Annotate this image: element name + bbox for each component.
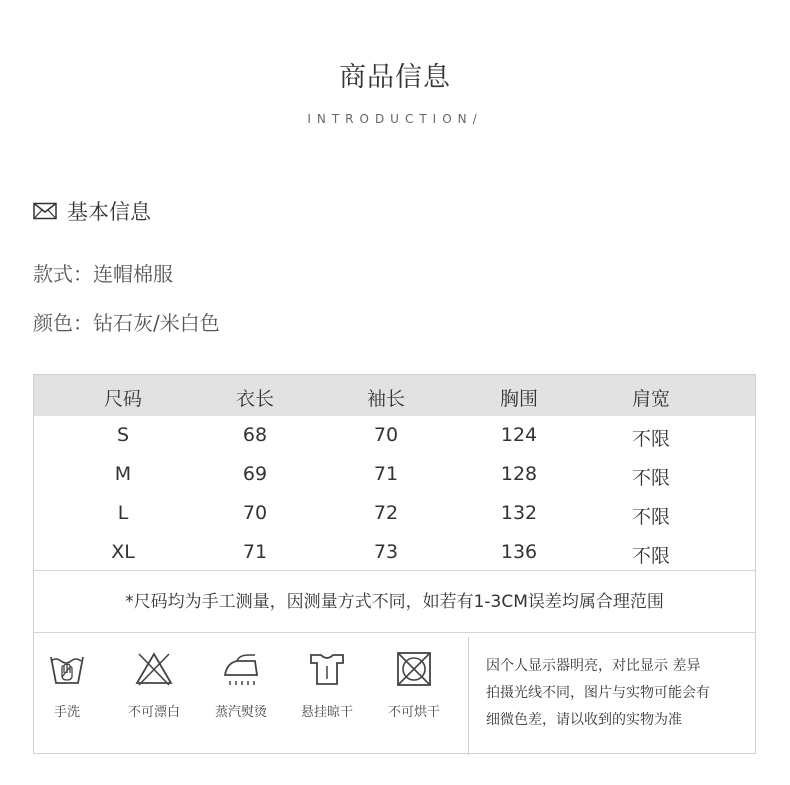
- size-table-header: [34, 375, 755, 416]
- table-cell: 69: [242, 463, 268, 485]
- basic-info-heading: [33, 196, 151, 226]
- care-no-tumble-dry: [374, 651, 454, 720]
- color-line: 颜色：钻石灰/米白色: [33, 311, 220, 335]
- table-cell: 73: [373, 541, 399, 563]
- column-header: 肩宽: [631, 388, 670, 410]
- table-cell: 124: [500, 424, 538, 446]
- steam-iron-icon: [219, 651, 263, 687]
- table-cell: M: [114, 463, 132, 485]
- table-cell: 不限: [631, 467, 670, 489]
- measurement-note: *尺码均为手工测量，因测量方式不同，如若有1-3CM误差均属合理范围: [125, 592, 664, 612]
- table-cell: 71: [242, 541, 268, 563]
- table-cell: 68: [242, 424, 268, 446]
- color-disclaimer: [486, 653, 748, 734]
- table-cell: XL: [111, 541, 135, 563]
- hang-dry-icon: [307, 651, 347, 687]
- table-cell: 70: [242, 502, 268, 524]
- style-line: 款式：连帽棉服: [33, 262, 173, 286]
- care-label: 不可烘干: [387, 705, 440, 720]
- size-table: [33, 374, 756, 754]
- disclaimer-line: 细微色差，请以收到的实物为准: [486, 712, 682, 728]
- care-hand-wash: [27, 651, 107, 720]
- table-cell: 71: [373, 463, 399, 485]
- divider: [34, 632, 755, 633]
- care-steam-iron: [201, 651, 281, 720]
- disclaimer-line: 拍摄光线不同，图片与实物可能会有: [486, 685, 710, 701]
- disclaimer-line: 因个人显示器明亮，对比显示 差异: [486, 658, 701, 674]
- hand-wash-icon: [47, 651, 87, 687]
- table-cell: 132: [500, 502, 538, 524]
- no-bleach-icon: [134, 651, 174, 687]
- table-cell: 不限: [631, 506, 670, 528]
- column-header: 胸围: [499, 388, 538, 410]
- table-cell: 不限: [631, 428, 670, 450]
- care-hang-dry: [287, 651, 367, 720]
- envelope-icon: [33, 202, 57, 220]
- page-title: 商品信息: [339, 62, 451, 93]
- care-label: 手洗: [53, 705, 80, 720]
- table-cell: S: [116, 424, 130, 446]
- table-cell: L: [117, 502, 129, 524]
- table-cell: 70: [373, 424, 399, 446]
- care-label: 蒸汽熨烫: [214, 705, 267, 720]
- table-cell: 不限: [631, 545, 670, 567]
- table-cell: 136: [500, 541, 538, 563]
- page-subtitle: INTRODUCTION/: [307, 112, 483, 126]
- column-header: 尺码: [103, 388, 142, 410]
- basic-info-heading-text: 基本信息: [67, 200, 151, 224]
- care-label: 悬挂晾干: [300, 705, 353, 720]
- table-cell: 72: [373, 502, 399, 524]
- care-label: 不可漂白: [127, 705, 180, 720]
- vertical-divider: [468, 637, 469, 755]
- care-no-bleach: [114, 651, 194, 720]
- no-tumble-dry-icon: [394, 651, 434, 687]
- column-header: 衣长: [235, 388, 274, 410]
- column-header: 袖长: [366, 388, 405, 410]
- divider: [34, 570, 755, 571]
- table-cell: 128: [500, 463, 538, 485]
